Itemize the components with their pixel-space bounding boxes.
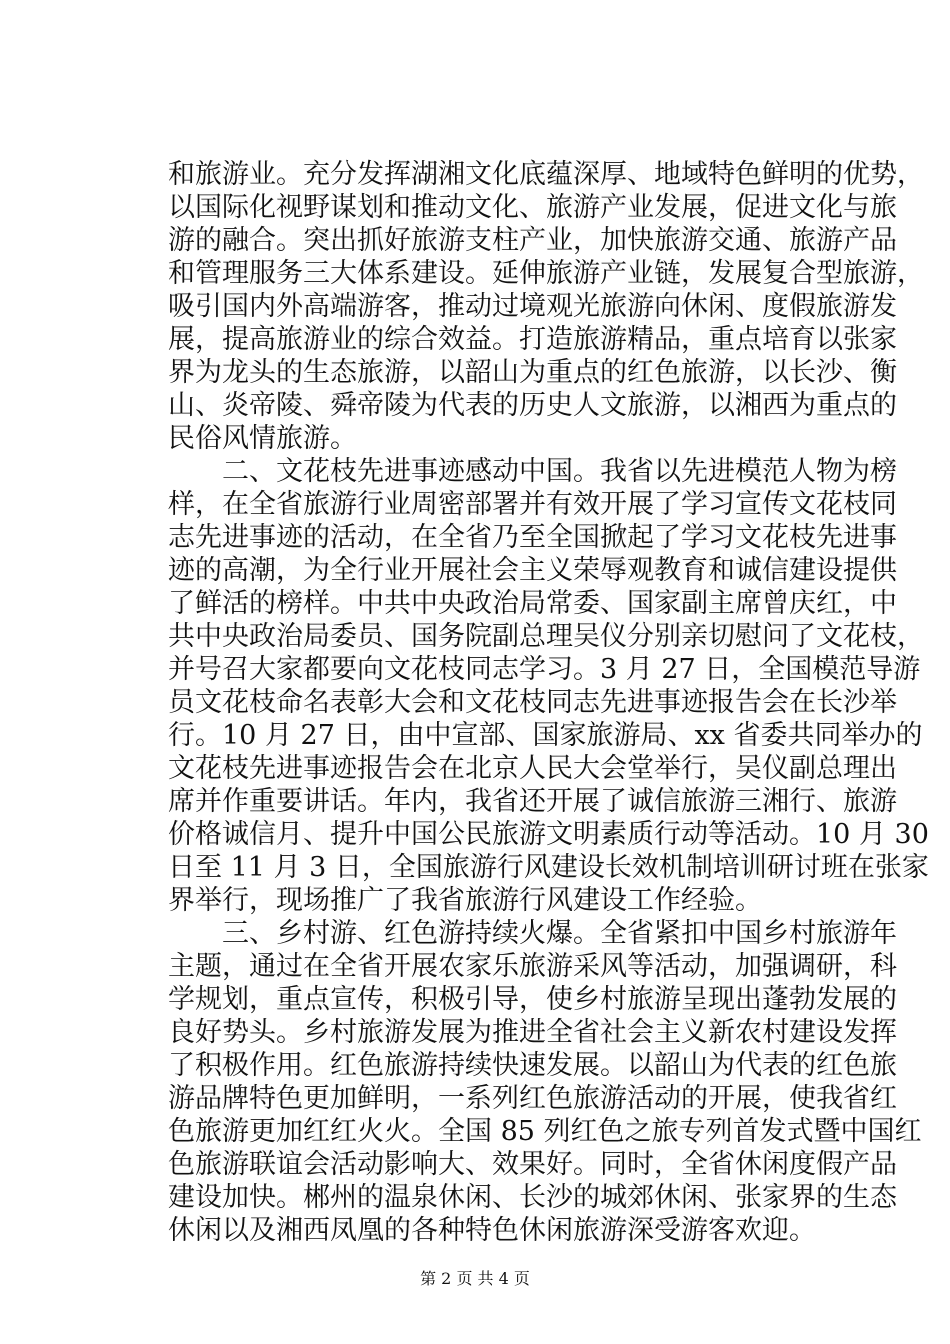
text-line: 三、乡村游、红色游持续火爆。全省紧扣中国乡村旅游年	[168, 918, 897, 949]
paragraph	[168, 917, 922, 1247]
text-line: 了鲜活的榜样。中共中央政治局常委、国家副主席曾庆红，中	[168, 588, 897, 619]
text-line: 和管理服务三大体系建设。延伸旅游产业链，发展复合型旅游，	[168, 258, 924, 289]
text-line: 游的融合。突出抓好旅游支柱产业，加快旅游交通、旅游产品	[168, 225, 897, 256]
text-line: 色旅游更加红红火火。全国 85 列红色之旅专列首发式暨中国红	[168, 1116, 922, 1147]
text-line: 共中央政治局委员、国务院副总理吴仪分别亲切慰问了文花枝，	[168, 621, 924, 652]
text-line: 样，在全省旅游行业周密部署并有效开展了学习宣传文花枝同	[168, 489, 897, 520]
paragraph	[168, 158, 924, 455]
text-line: 价格诚信月、提升中国公民旅游文明素质行动等活动。10 月 30	[168, 819, 929, 850]
text-line: 以国际化视野谋划和推动文化、旅游产业发展，促进文化与旅	[168, 192, 897, 223]
text-line: 建设加快。郴州的温泉休闲、长沙的城郊休闲、张家界的生态	[168, 1182, 897, 1213]
text-line: 吸引国内外高端游客，推动过境观光旅游向休闲、度假旅游发	[168, 291, 897, 322]
text-line: 良好势头。乡村旅游发展为推进全省社会主义新农村建设发挥	[168, 1017, 897, 1048]
text-line: 二、文花枝先进事迹感动中国。我省以先进模范人物为榜	[168, 456, 897, 487]
text-line: 日至 11 月 3 日，全国旅游行风建设长效机制培训研讨班在张家	[168, 852, 929, 883]
text-line: 主题，通过在全省开展农家乐旅游采风等活动，加强调研，科	[168, 951, 897, 982]
text-line: 界举行，现场推广了我省旅游行风建设工作经验。	[168, 885, 762, 916]
text-line: 学规划，重点宣传，积极引导，使乡村旅游呈现出蓬勃发展的	[168, 984, 897, 1015]
text-line: 界为龙头的生态旅游，以韶山为重点的红色旅游，以长沙、衡	[168, 357, 897, 388]
text-line: 游品牌特色更加鲜明，一系列红色旅游活动的开展，使我省红	[168, 1083, 897, 1114]
text-line: 行。10 月 27 日，由中宣部、国家旅游局、xx 省委共同举办的	[168, 720, 923, 751]
text-line: 和旅游业。充分发挥湖湘文化底蕴深厚、地域特色鲜明的优势，	[168, 159, 924, 190]
text-line: 色旅游联谊会活动影响大、效果好。同时，全省休闲度假产品	[168, 1149, 897, 1180]
text-line: 民俗风情旅游。	[168, 423, 357, 454]
text-line: 迹的高潮，为全行业开展社会主义荣辱观教育和诚信建设提供	[168, 555, 897, 586]
text-line: 员文花枝命名表彰大会和文花枝同志先进事迹报告会在长沙举	[168, 687, 897, 718]
text-line: 山、炎帝陵、舜帝陵为代表的历史人文旅游，以湘西为重点的	[168, 390, 897, 421]
paragraph	[168, 455, 929, 917]
text-line: 并号召大家都要向文花枝同志学习。3 月 27 日，全国模范导游	[168, 654, 921, 685]
text-line: 休闲以及湘西凤凰的各种特色休闲旅游深受游客欢迎。	[168, 1215, 816, 1246]
text-line: 了积极作用。红色旅游持续快速发展。以韶山为代表的红色旅	[168, 1050, 897, 1081]
text-line: 志先进事迹的活动，在全省乃至全国掀起了学习文花枝先进事	[168, 522, 897, 553]
page-footer: 第 2 页 共 4 页	[420, 1269, 530, 1288]
document-body	[168, 158, 929, 1247]
text-line: 文花枝先进事迹报告会在北京人民大会堂举行，吴仪副总理出	[168, 753, 897, 784]
text-line: 展，提高旅游业的综合效益。打造旅游精品，重点培育以张家	[168, 324, 897, 355]
text-line: 席并作重要讲话。年内，我省还开展了诚信旅游三湘行、旅游	[168, 786, 897, 817]
